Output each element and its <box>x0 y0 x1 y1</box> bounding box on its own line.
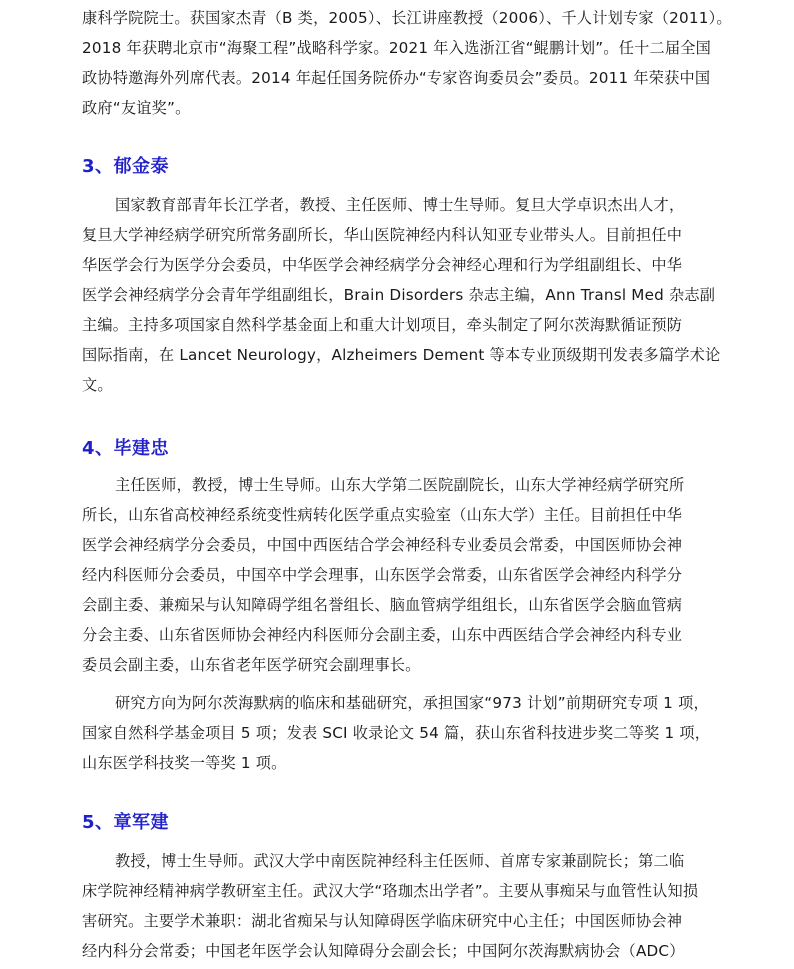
text-line: 教授，博士生导师。武汉大学中南医院神经科主任医师、首席专家兼副院长；第二临 <box>115 852 685 870</box>
text-line: 主任医师，教授，博士生导师。山东大学第二医院副院长，山东大学神经病学研究所 <box>115 476 685 494</box>
text-line: 政协特邀海外列席代表。2014 年起任国务院侨办“专家咨询委员会”委员。2011 年荣获中国 <box>82 69 711 87</box>
text-line: 所长，山东省高校神经系统变性病转化医学重点实验室（山东大学）主任。目前担任中华 <box>82 506 683 524</box>
text-line: 文。 <box>82 376 113 394</box>
intro-paragraph <box>82 3 732 123</box>
text-line: 害研究。主要学术兼职：湖北省痴呆与认知障碍医学临床研究中心主任；中国医师协会神 <box>82 912 683 930</box>
text-line: 国家自然科学基金项目 5 项；发表 SCI 收录论文 54 篇，获山东省科技进步奖二等奖 1 项， <box>82 724 711 742</box>
text-line: 会副主委、兼痴呆与认知障碍学组名誉组长、脑血管病学组组长，山东省医学会脑血管病 <box>82 596 683 614</box>
text-line: 康科学院院士。获国家杰青（B 类，2005）、长江讲座教授（2006）、千人计划专家（2011）。 <box>82 9 732 27</box>
text-line: 国际指南，在 Lancet Neurology，Alzheimers Dement 等本专业顶级期刊发表多篇学术论 <box>82 346 721 364</box>
text-line: 床学院神经精神病学教研室主任。武汉大学“珞珈杰出学者”。主要从事痴呆与血管性认知损 <box>82 882 699 900</box>
text-line: 委员会副主委，山东省老年医学研究会副理事长。 <box>82 656 421 674</box>
text-line: 华医学会行为医学分会委员，中华医学会神经病学分会神经心理和行为学组副组长、中华 <box>82 256 683 274</box>
text-line: 复旦大学神经病学研究所常务副所长，华山医院神经内科认知亚专业带头人。目前担任中 <box>82 226 683 244</box>
section-5-paragraph <box>82 846 716 966</box>
section-heading-5: 5、章军建 <box>82 812 170 833</box>
text-line: 经内科医师分会委员，中国卒中学会理事，山东医学会常委，山东省医学会神经内科学分 <box>82 566 683 584</box>
text-line: 国家教育部青年长江学者，教授、主任医师、博士生导师。复旦大学卓识杰出人才， <box>115 196 685 214</box>
text-line: 2018 年获聘北京市“海聚工程”战略科学家。2021 年入选浙江省“鲲鹏计划”。任十二届全国 <box>82 39 712 57</box>
text-line: 经内科分会常委；中国老年医学会认知障碍分会副会长；中国阿尔茨海默病协会（ADC） <box>82 942 685 960</box>
text-line: 医学会神经病学分会青年学组副组长，Brain Disorders 杂志主编，Ann Transl Med 杂志副 <box>82 286 716 304</box>
text-line: 医学会神经病学分会委员，中国中西医结合学会神经科专业委员会常委，中国医师协会神 <box>82 536 683 554</box>
section-4-paragraph-1 <box>82 470 716 680</box>
section-4-paragraph-2 <box>82 688 716 778</box>
section-heading-4: 4、毕建忠 <box>82 438 170 459</box>
section-heading-3: 3、郁金泰 <box>82 156 170 177</box>
text-line: 分会主委、山东省医师协会神经内科医师分会副主委，山东中西医结合学会神经内科专业 <box>82 626 683 644</box>
text-line: 研究方向为阿尔茨海默病的临床和基础研究，承担国家“973 计划”前期研究专项 1 项， <box>115 694 709 712</box>
text-line: 山东医学科技奖一等奖 1 项。 <box>82 754 287 772</box>
text-line: 主编。主持多项国家自然科学基金面上和重大计划项目，牵头制定了阿尔茨海默循证预防 <box>82 316 683 334</box>
section-3-paragraph <box>82 190 721 400</box>
text-line: 政府“友谊奖”。 <box>82 99 191 117</box>
